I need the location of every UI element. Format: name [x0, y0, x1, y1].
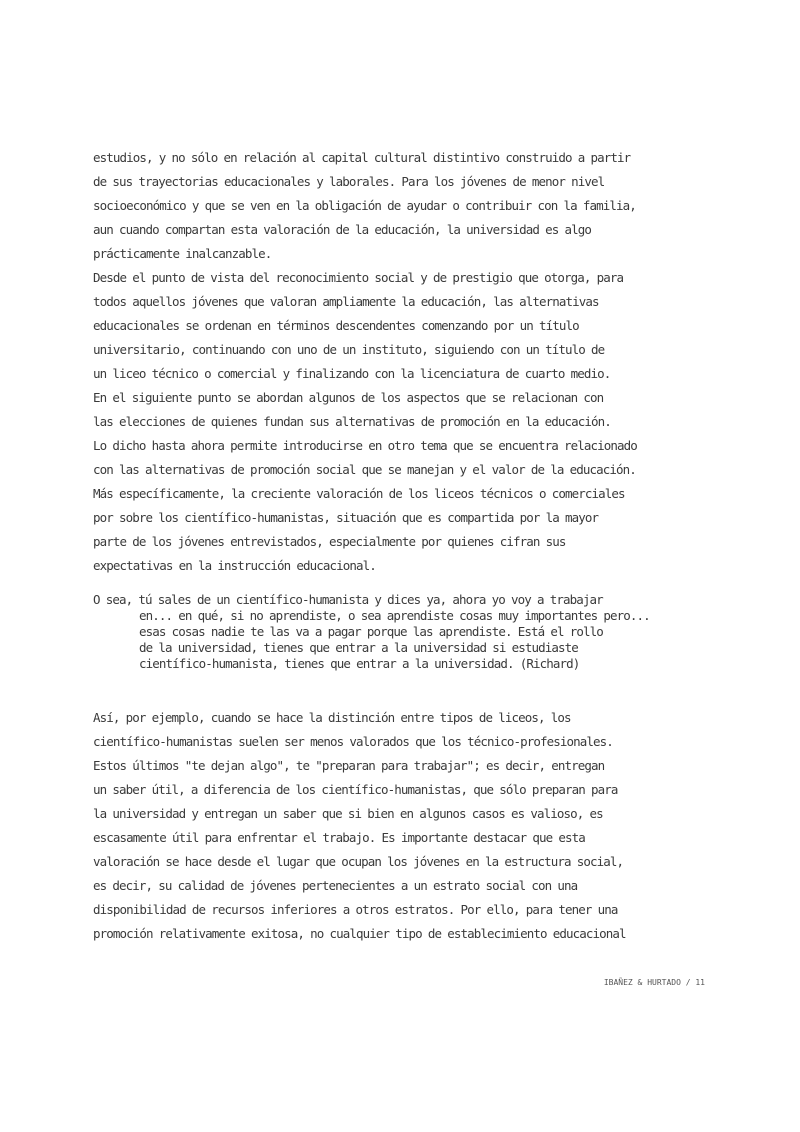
text-line: por sobre los científico-humanistas, situación que es compartida por la mayor	[93, 510, 599, 525]
quote-line: O sea, tú sales de un científico-humanista y dices ya, ahora yo voy a trabajar	[93, 592, 603, 607]
quote-line: en... en qué, si no aprendiste, o sea aprendiste cosas muy importantes pero...	[139, 608, 650, 623]
text-line: En el siguiente punto se abordan algunos de los aspectos que se relacionan con	[93, 390, 604, 405]
text-line: científico-humanistas suelen ser menos valorados que los técnico-profesionales.	[93, 734, 613, 749]
text-line: escasamente útil para enfrentar el trabajo. Es importante destacar que esta	[93, 830, 585, 845]
text-line: las elecciones de quienes fundan sus alternativas de promoción en la educación.	[93, 414, 611, 429]
text-line: un liceo técnico o comercial y finalizando con la licenciatura de cuarto medio.	[93, 366, 611, 381]
text-line: valoración se hace desde el lugar que ocupan los jóvenes en la estructura social,	[93, 854, 624, 869]
running-footer: IBAÑEZ & HURTADO / 11	[603, 978, 705, 987]
text-line: educacionales se ordenan en términos descendentes comenzando por un título	[93, 318, 579, 333]
text-line: Lo dicho hasta ahora permite introducirse en otro tema que se encuentra relacionado	[93, 438, 637, 453]
text-line: Más específicamente, la creciente valoración de los liceos técnicos o comerciales	[93, 486, 625, 501]
text-line: con las alternativas de promoción social que se manejan y el valor de la educación.	[93, 462, 636, 477]
paragraph-2	[93, 266, 713, 578]
text-line: la universidad y entregan un saber que si bien en algunos casos es valioso, es	[93, 806, 603, 821]
text-line: de sus trayectorias educacionales y laborales. Para los jóvenes de menor nivel	[93, 174, 605, 189]
paragraph-1	[93, 146, 713, 266]
text-line: todos aquellos jóvenes que valoran ampliamente la educación, las alternativas	[93, 294, 599, 309]
text-line: aun cuando compartan esta valoración de la educación, la universidad es algo	[93, 222, 592, 237]
text-line: promoción relativamente exitosa, no cualquier tipo de establecimiento educacional	[93, 926, 626, 941]
text-line: parte de los jóvenes entrevistados, especialmente por quienes cifran sus	[93, 534, 566, 549]
text-line: socioeconómico y que se ven en la obligación de ayudar o contribuir con la familia,	[93, 198, 636, 213]
text-line: Estos últimos "te dejan algo", te "preparan para trabajar"; es decir, entregan	[93, 758, 605, 773]
text-line: Desde el punto de vista del reconocimiento social y de prestigio que otorga, para	[93, 270, 624, 285]
text-line: expectativas en la instrucción educacional.	[93, 558, 376, 573]
text-line: prácticamente inalcanzable.	[93, 246, 272, 261]
text-line: un saber útil, a diferencia de los científico-humanistas, que sólo preparan para	[93, 782, 618, 797]
text-line: disponibilidad de recursos inferiores a otros estratos. Por ello, para tener una	[93, 902, 618, 917]
text-line: estudios, y no sólo en relación al capital cultural distintivo construido a partir	[93, 150, 631, 165]
text-line: universitario, continuando con uno de un instituto, siguiendo con un título de	[93, 342, 605, 357]
quote-line: científico-humanista, tienes que entrar a la universidad. (Richard)	[139, 656, 580, 671]
paragraph-3	[93, 706, 713, 946]
quote-line: esas cosas nadie te las va a pagar porque las aprendiste. Está el rollo	[139, 624, 603, 639]
text-line: es decir, su calidad de jóvenes pertenecientes a un estrato social con una	[93, 878, 578, 893]
quote-line: de la universidad, tienes que entrar a la universidad si estudiaste	[139, 640, 578, 655]
block-quote	[93, 592, 713, 672]
text-line: Así, por ejemplo, cuando se hace la distinción entre tipos de liceos, los	[93, 710, 571, 725]
